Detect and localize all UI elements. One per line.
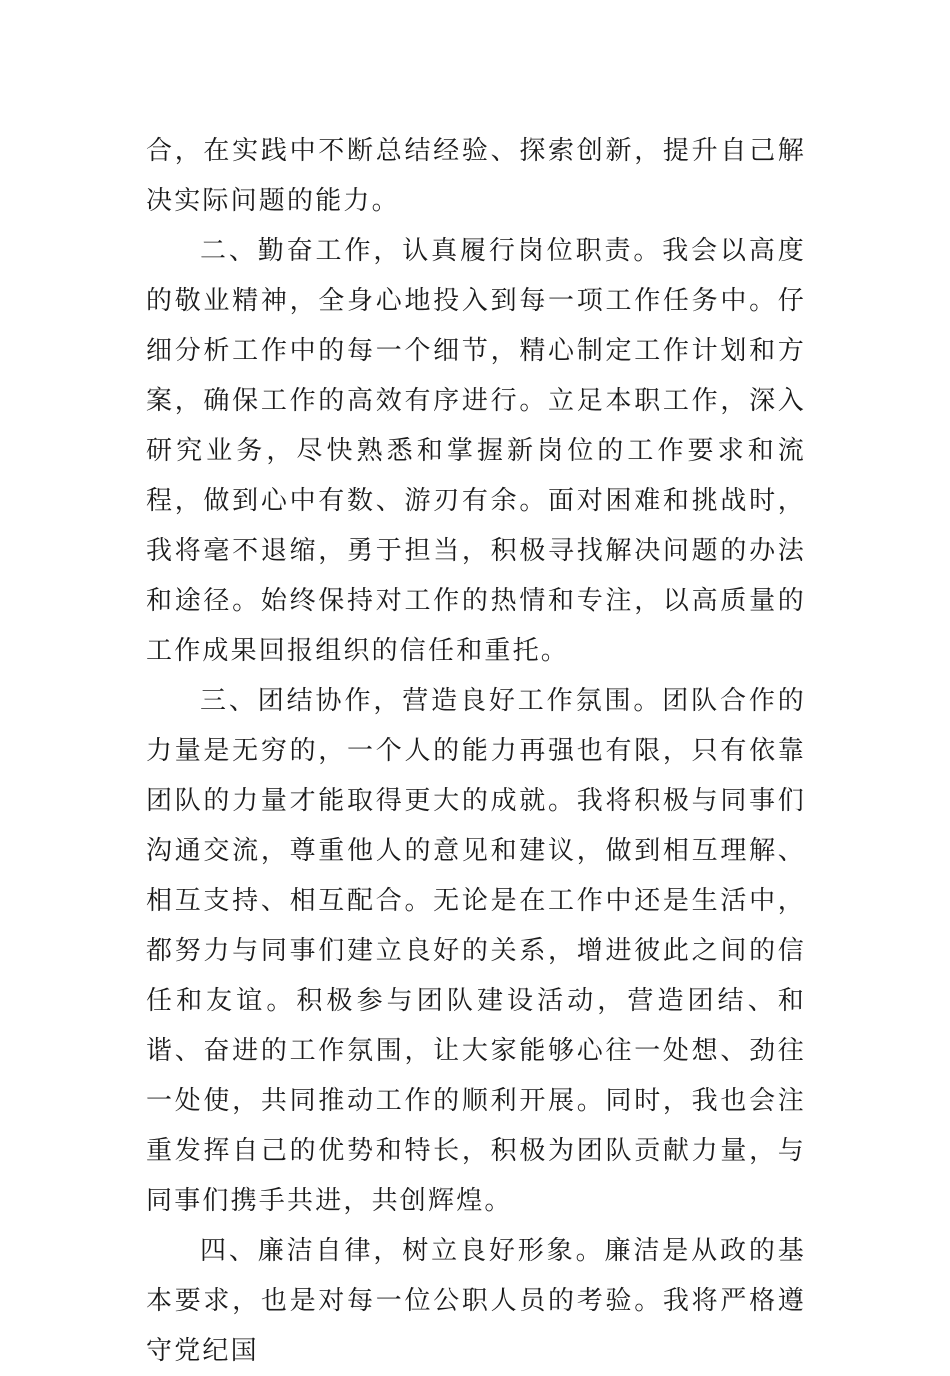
paragraph-section-four: 四、廉洁自律，树立良好形象。廉洁是从政的基本要求，也是对每一位公职人员的考验。我将严格遵守党纪国: [146, 1236, 806, 1366]
paragraph-continuation: 合，在实践中不断总结经验、探索创新，提升自己解决实际问题的能力。: [146, 136, 806, 216]
document-body: [146, 126, 806, 1376]
paragraph-section-three: 三、团结协作，营造良好工作氛围。团队合作的力量是无穷的，一个人的能力再强也有限，只有依靠团队的力量才能取得更大的成就。我将积极与同事们沟通交流，尊重他人的意见和建议，做到相互理解、相互支持、相互配合。无论是在工作中还是生活中，都努力与同事们建立良好的关系，增进彼此之间的信任和友谊。积极参与团队建设活动，营造团结、和谐、奋进的工作氛围，让大家能够心往一处想、劲往一处使，共同推动工作的顺利开展。同时，我也会注重发挥自己的优势和特长，积极为团队贡献力量，与同事们携手共进，共创辉煌。: [146, 686, 806, 1216]
paragraph-section-two: 二、勤奋工作，认真履行岗位职责。我会以高度的敬业精神，全身心地投入到每一项工作任务中。仔细分析工作中的每一个细节，精心制定工作计划和方案，确保工作的高效有序进行。立足本职工作，深入研究业务，尽快熟悉和掌握新岗位的工作要求和流程，做到心中有数、游刃有余。面对困难和挑战时，我将毫不退缩，勇于担当，积极寻找解决问题的办法和途径。始终保持对工作的热情和专注，以高质量的工作成果回报组织的信任和重托。: [146, 236, 806, 666]
